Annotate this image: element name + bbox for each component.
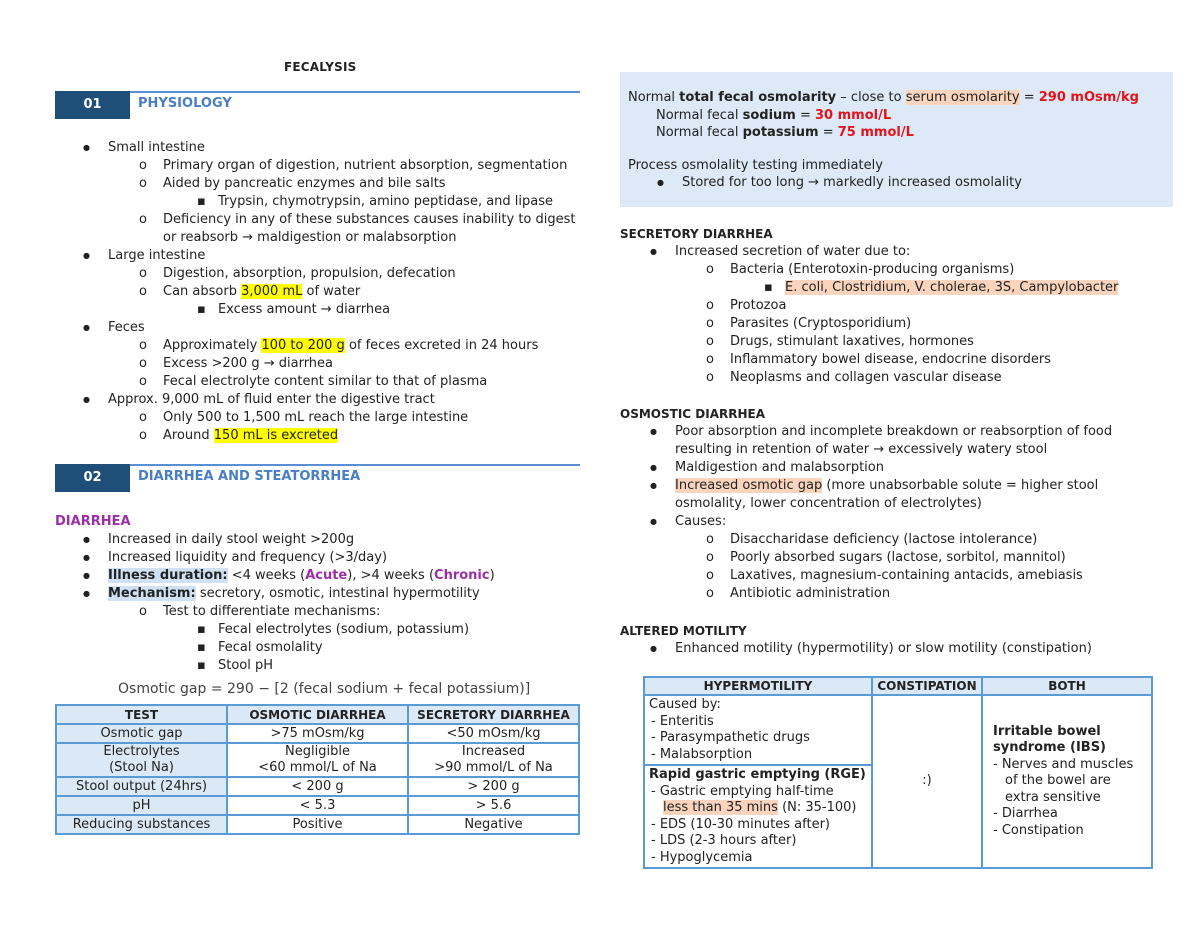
- list-item: o Deficiency in any of these substances causes inability to digest: [163, 211, 576, 229]
- list-item: o Protozoa: [730, 297, 786, 315]
- table-header-row: [644, 677, 1152, 695]
- motility-table: [643, 676, 1153, 869]
- column-header: TEST: [56, 705, 227, 724]
- table-cell: Increased >90 mmol/L of Na: [408, 743, 579, 777]
- section-header-physiology: [55, 91, 580, 119]
- rge-item: - LDS (2-3 hours after): [651, 833, 797, 848]
- list-item: ● Illness duration: <4 weeks (Acute), >4 weeks (Chronic): [108, 567, 495, 585]
- hypermotility-cell: [644, 695, 872, 868]
- table-cell: Electrolytes (Stool Na): [56, 743, 227, 777]
- section-header-diarrhea: [55, 464, 580, 492]
- info-line: Normal fecal sodium = 30 mmol/L: [656, 108, 892, 123]
- list-item: o Parasites (Cryptosporidium): [730, 315, 911, 333]
- diarrhea-heading: DIARRHEA: [55, 514, 131, 529]
- list-item: ● Mechanism: secretory, osmotic, intestinal hypermotility: [108, 585, 480, 603]
- diarrhea-comparison-table: [55, 704, 580, 835]
- list-item: ▪ Stool pH: [218, 657, 273, 675]
- column-header: OSMOTIC DIARRHEA: [227, 705, 408, 724]
- list-item-continued: osmolality, lower concentration of electrolytes): [675, 496, 982, 511]
- table-cell: pH: [56, 796, 227, 815]
- ibs-item: - Nerves and muscles of the bowel are extra sensitive: [993, 756, 1134, 805]
- list-item: ▪ Trypsin, chymotrypsin, amino peptidase, and lipase: [218, 193, 553, 211]
- table-cell: >75 mOsm/kg: [227, 724, 408, 743]
- cause-item: - Malabsorption: [651, 746, 753, 762]
- osmotic-heading: OSMOSTIC DIARRHEA: [620, 407, 765, 421]
- info-line: Process osmolality testing immediately: [628, 158, 883, 173]
- column-header: HYPERMOTILITY: [644, 677, 872, 695]
- list-item: o Excess >200 g → diarrhea: [163, 355, 333, 373]
- rge-item: - Hypoglycemia: [651, 849, 753, 865]
- table-cell: < 5.3: [227, 796, 408, 815]
- document-title: FECALYSIS: [284, 60, 357, 74]
- list-item: o Around 150 mL is excreted: [163, 427, 338, 445]
- list-item: ● Small intestine: [108, 139, 205, 157]
- list-item: o Antibiotic administration: [730, 585, 890, 603]
- list-item: o Fecal electrolyte content similar to that of plasma: [163, 373, 487, 391]
- list-item: ● Maldigestion and malabsorption: [675, 459, 884, 477]
- table-cell: < 200 g: [227, 777, 408, 796]
- highlight: 150 mL is excreted: [213, 428, 339, 443]
- ibs-item: - Diarrhea: [993, 806, 1058, 822]
- info-line: Normal fecal potassium = 75 mmol/L: [656, 125, 914, 140]
- info-line: ● Stored for too long → markedly increased osmolality: [682, 174, 1022, 192]
- list-item: ● Poor absorption and incomplete breakdown or reabsorption of food: [675, 423, 1112, 441]
- highlight: 3,000 mL: [241, 284, 303, 299]
- rge-item: - Gastric emptying half-time: [651, 783, 834, 799]
- list-item: o Aided by pancreatic enzymes and bile salts: [163, 175, 446, 193]
- ibs-heading: Irritable bowel syndrome (IBS): [993, 723, 1106, 756]
- column-header: SECRETORY DIARRHEA: [408, 705, 579, 724]
- list-item: o Neoplasms and collagen vascular disease: [730, 369, 1002, 387]
- list-item: o Approximately 100 to 200 g of feces excreted in 24 hours: [163, 337, 538, 355]
- table-cell: <50 mOsm/kg: [408, 724, 579, 743]
- list-item: o Inflammatory bowel disease, endocrine disorders: [730, 351, 1051, 369]
- section-number: 02: [55, 464, 130, 492]
- cell-text: Caused by:: [649, 697, 721, 712]
- list-item: ▪ Excess amount → diarrhea: [218, 301, 390, 319]
- table-cell: > 200 g: [408, 777, 579, 796]
- table-row: [56, 724, 579, 743]
- rge-heading: Rapid gastric emptying (RGE): [649, 767, 866, 782]
- table-cell: Osmotic gap: [56, 724, 227, 743]
- osmolarity-info-box: [620, 72, 1173, 207]
- list-item-continued: or reabsorb → maldigestion or malabsorption: [163, 230, 457, 245]
- rge-item: - EDS (10-30 minutes after): [651, 816, 830, 832]
- list-item: ● Enhanced motility (hypermotility) or slow motility (constipation): [675, 640, 1092, 658]
- info-line: Normal total fecal osmolarity – close to serum osmolarity = 290 mOsm/kg: [628, 90, 1139, 105]
- list-item: o Laxatives, magnesium-containing antacids, amebiasis: [730, 567, 1083, 585]
- table-cell: Negative: [408, 815, 579, 834]
- table-header-row: [56, 705, 579, 724]
- table-cell: Stool output (24hrs): [56, 777, 227, 796]
- list-item: o Only 500 to 1,500 mL reach the large intestine: [163, 409, 468, 427]
- list-item: o Digestion, absorption, propulsion, defecation: [163, 265, 456, 283]
- rge-item-continued: less than 35 mins (N: 35-100): [663, 800, 857, 815]
- list-item: o Test to differentiate mechanisms:: [163, 603, 380, 621]
- table-row: [56, 743, 579, 777]
- highlight: 100 to 200 g: [261, 338, 345, 353]
- list-item: ▪ Fecal electrolytes (sodium, potassium): [218, 621, 469, 639]
- list-item: ▪ Fecal osmolality: [218, 639, 323, 657]
- list-item: ● Increased secretion of water due to:: [675, 243, 910, 261]
- section-number: 01: [55, 91, 130, 119]
- table-row: [56, 815, 579, 834]
- list-item-continued: resulting in retention of water → excessively watery stool: [675, 442, 1048, 457]
- list-item: ● Increased liquidity and frequency (>3/day): [108, 549, 387, 567]
- table-cell: Reducing substances: [56, 815, 227, 834]
- list-item: o Drugs, stimulant laxatives, hormones: [730, 333, 974, 351]
- list-item: ● Causes:: [675, 513, 726, 531]
- list-item: ● Large intestine: [108, 247, 205, 265]
- list-item: o Disaccharidase deficiency (lactose intolerance): [730, 531, 1037, 549]
- list-item: o Primary organ of digestion, nutrient absorption, segmentation: [163, 157, 567, 175]
- table-row: [56, 777, 579, 796]
- table-row: [56, 796, 579, 815]
- secretory-heading: SECRETORY DIARRHEA: [620, 227, 773, 241]
- list-item: o Poorly absorbed sugars (lactose, sorbitol, mannitol): [730, 549, 1066, 567]
- section-label: DIARRHEA AND STEATORRHEA: [138, 469, 361, 484]
- table-cell: > 5.6: [408, 796, 579, 815]
- table-cell: Positive: [227, 815, 408, 834]
- constipation-cell: :): [872, 695, 982, 868]
- list-item: o Bacteria (Enterotoxin-producing organisms): [730, 261, 1014, 279]
- list-item: ● Approx. 9,000 mL of fluid enter the digestive tract: [108, 391, 435, 409]
- list-item: ● Feces: [108, 319, 145, 337]
- osmotic-gap-formula: Osmotic gap = 290 − [2 (fecal sodium + fecal potassium)]: [118, 681, 531, 697]
- ibs-item: - Constipation: [993, 822, 1084, 838]
- cause-item: - Enteritis: [651, 713, 714, 729]
- cause-item: - Parasympathetic drugs: [651, 730, 810, 745]
- list-item: o Can absorb 3,000 mL of water: [163, 283, 360, 301]
- list-item: ● Increased osmotic gap (more unabsorbable solute = higher stool: [675, 477, 1098, 495]
- list-item: ● Increased in daily stool weight >200g: [108, 531, 354, 549]
- section-label: PHYSIOLOGY: [138, 96, 232, 111]
- list-item: ▪ E. coli, Clostridium, V. cholerae, 3S, Campylobacter: [785, 279, 1118, 297]
- table-cell: Negligible <60 mmol/L of Na: [227, 743, 408, 777]
- column-header: CONSTIPATION: [872, 677, 982, 695]
- motility-heading: ALTERED MOTILITY: [620, 624, 747, 638]
- both-cell: [982, 695, 1152, 868]
- column-header: BOTH: [982, 677, 1152, 695]
- table-row: [644, 695, 1152, 868]
